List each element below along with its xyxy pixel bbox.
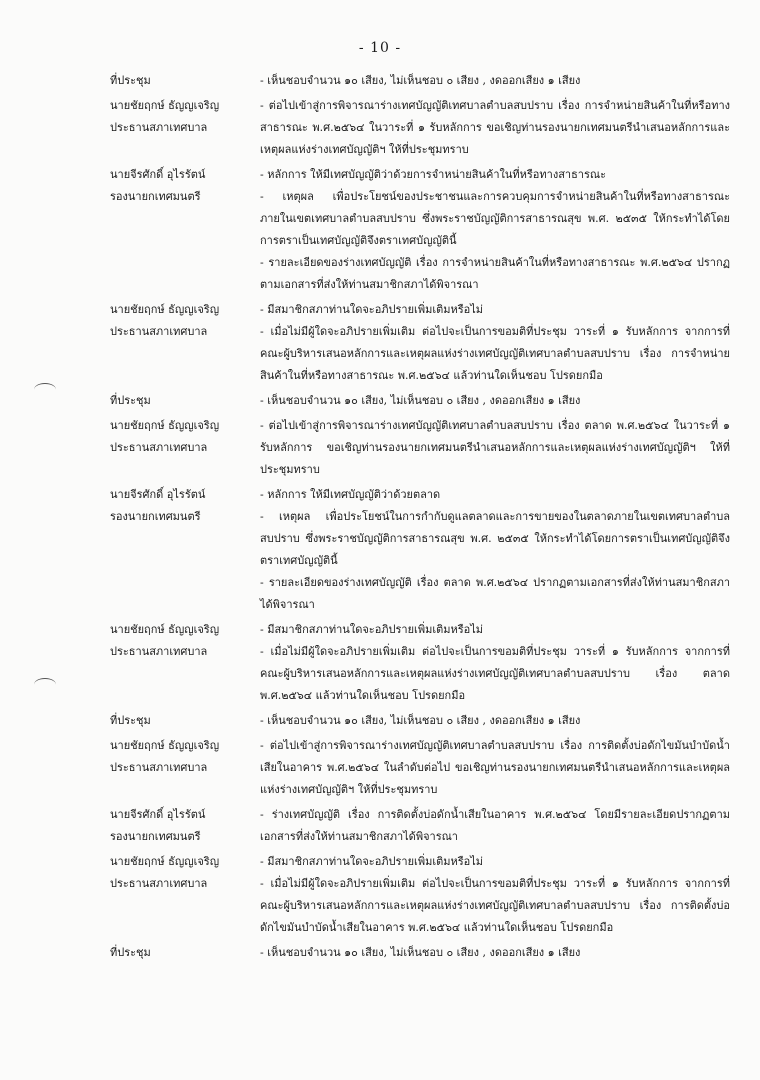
speaker-role: ประธานสภาเทศบาล [110, 645, 208, 658]
speech-paragraph: - รายละเอียดของร่างเทศบัญญัติ เรื่อง การจำหน่ายสินค้าในที่หรือทางสาธารณะ พ.ศ.๒๕๖๔ ปรากฏตามเอกสารที่ส่งให้ท่านสมาชิกสภาได้พิจารณา [260, 256, 730, 291]
speaker-role: ประธานสภาเทศบาล [110, 441, 208, 454]
minutes-entry [110, 95, 730, 161]
speaker-name: นายชัยฤกษ์ ธัญญเจริญ [110, 739, 220, 752]
minutes-entry [110, 851, 730, 939]
speaker-name: นายชัยฤกษ์ ธัญญเจริญ [110, 99, 220, 112]
speech-paragraph: - ต่อไปเข้าสู่การพิจารณาร่างเทศบัญญัติเทศบาลตำบลสบปราบ เรื่อง การจำหน่ายสินค้าในที่หรือทางสาธารณะ พ.ศ.๒๕๖๔ ในวาระที่ ๑ รับหลักการ ขอเชิญท่านรองนายกเทศมนตรีนำเสนอหลักการและเหตุผลแห่งร่างเทศบัญญัติฯ ให้ที่ประชุมทราบ [260, 99, 730, 156]
speaker-name: ที่ประชุม [110, 714, 151, 727]
speech-text [260, 164, 730, 296]
minutes-entry [110, 619, 730, 707]
speech-paragraph: - เหตุผล เพื่อประโยชน์ของประชาชนและการควบคุมการจำหน่ายสินค้าในที่หรือทางสาธารณะภายในเขตเทศบาลตำบลสบปราบ ซึ่งพระราชบัญญัติการสาธารณสุข พ.ศ. ๒๕๓๕ ให้กระทำได้โดยการตราเป็นเทศบัญญัติจึงตราเทศบัญญัตินี้ [260, 190, 730, 247]
margin-pen-mark [34, 678, 56, 691]
speech-text [260, 390, 730, 412]
speaker-role: รองนายกเทศมนตรี [110, 830, 201, 843]
speech-paragraph: - เมื่อไม่มีผู้ใดจะอภิปรายเพิ่มเติม ต่อไปจะเป็นการขอมติที่ประชุม วาระที่ ๑ รับหลักการ จากการที่คณะผู้บริหารเสนอหลักการและเหตุผลแห่งร่างเทศบัญญัติเทศบาลตำบลสบปราบ เรื่อง ตลาด พ.ศ.๒๕๖๔ แล้วท่านใดเห็นชอบ โปรดยกมือ [260, 645, 730, 702]
speaker-name: นายชัยฤกษ์ ธัญญเจริญ [110, 303, 220, 316]
speech-paragraph: - หลักการ ให้มีเทศบัญญัติว่าด้วยการจำหน่ายสินค้าในที่หรือทางสาธารณะ [260, 168, 607, 181]
page-number: - 10 - [358, 40, 402, 56]
speaker-column [110, 70, 260, 92]
speech-text [260, 299, 730, 387]
minutes-entry [110, 710, 730, 732]
speech-text [260, 804, 730, 848]
speaker-column [110, 851, 260, 939]
speech-text [260, 735, 730, 801]
speech-text [260, 70, 730, 92]
speech-paragraph: - ต่อไปเข้าสู่การพิจารณาร่างเทศบัญญัติเทศบาลตำบลสบปราบ เรื่อง การติดตั้งบ่อดักไขมันบำบัดน้ำเสียในอาคาร พ.ศ.๒๕๖๔ ในลำดับต่อไป ขอเชิญท่านรองนายกเทศมนตรีนำเสนอหลักการและเหตุผลแห่งร่างเทศบัญญัติฯ ให้ที่ประชุมทราบ [260, 739, 730, 796]
speaker-column [110, 619, 260, 707]
speaker-column [110, 415, 260, 481]
speech-paragraph: - ร่างเทศบัญญัติ เรื่อง การติดตั้งบ่อดักน้ำเสียในอาคาร พ.ศ.๒๕๖๔ โดยมีรายละเอียดปรากฏตามเอกสารที่ส่งให้ท่านสมาชิกสภาได้พิจารณา [260, 808, 730, 843]
speaker-role: ประธานสภาเทศบาล [110, 761, 208, 774]
margin-pen-mark [34, 383, 56, 396]
speaker-column [110, 735, 260, 801]
minutes-entry [110, 942, 730, 964]
speech-paragraph: - เห็นชอบจำนวน ๑๐ เสียง, ไม่เห็นชอบ ๐ เสียง , งดออกเสียง ๑ เสียง [260, 74, 581, 87]
speaker-column [110, 484, 260, 616]
speaker-name: นายชัยฤกษ์ ธัญญเจริญ [110, 855, 220, 868]
speaker-role: ประธานสภาเทศบาล [110, 877, 208, 890]
speech-paragraph: - หลักการ ให้มีเทศบัญญัติว่าด้วยตลาด [260, 488, 441, 501]
speech-paragraph: - เห็นชอบจำนวน ๑๐ เสียง, ไม่เห็นชอบ ๐ เสียง , งดออกเสียง ๑ เสียง [260, 714, 581, 727]
speaker-name: ที่ประชุม [110, 74, 151, 87]
speech-text [260, 619, 730, 707]
speech-text [260, 942, 730, 964]
speaker-name: นายจีรศักดิ์ อุไรรัตน์ [110, 168, 206, 181]
speech-paragraph: - เหตุผล เพื่อประโยชน์ในการกำกับดูแลตลาดและการขายของในตลาดภายในเขตเทศบาลตำบลสบปราบ ซึ่งพระราชบัญญัติการสาธารณสุข พ.ศ. ๒๕๓๕ ให้กระทำได้โดยการตราเป็นเทศบัญญัติจึงตราเทศบัญญัตินี้ [260, 510, 730, 567]
speech-paragraph: - ต่อไปเข้าสู่การพิจารณาร่างเทศบัญญัติเทศบาลตำบลสบปราบ เรื่อง ตลาด พ.ศ.๒๕๖๔ ในวาระที่ ๑ รับหลักการ ขอเชิญท่านรองนายกเทศมนตรีนำเสนอหลักการและเหตุผลแห่งร่างเทศบัญญัติฯ ให้ที่ประชุมทราบ [260, 419, 730, 476]
minutes-entry [110, 735, 730, 801]
speech-paragraph: - มีสมาชิกสภาท่านใดจะอภิปรายเพิ่มเติมหรือไม่ [260, 855, 484, 868]
speech-text [260, 415, 730, 481]
speaker-column [110, 942, 260, 964]
meeting-minutes [110, 70, 730, 967]
speaker-name: ที่ประชุม [110, 394, 151, 407]
speech-text [260, 484, 730, 616]
speech-paragraph: - รายละเอียดของร่างเทศบัญญัติ เรื่อง ตลาด พ.ศ.๒๕๖๔ ปรากฏตามเอกสารที่ส่งให้ท่านสมาชิกสภาได้พิจารณา [260, 576, 730, 611]
minutes-entry [110, 804, 730, 848]
speech-paragraph: - มีสมาชิกสภาท่านใดจะอภิปรายเพิ่มเติมหรือไม่ [260, 303, 484, 316]
speaker-column [110, 299, 260, 387]
minutes-entry [110, 70, 730, 92]
speaker-name: ที่ประชุม [110, 946, 151, 959]
minutes-entry [110, 299, 730, 387]
speaker-role: รองนายกเทศมนตรี [110, 510, 201, 523]
speech-text [260, 95, 730, 161]
speaker-column [110, 804, 260, 848]
speaker-column [110, 710, 260, 732]
speech-paragraph: - เมื่อไม่มีผู้ใดจะอภิปรายเพิ่มเติม ต่อไปจะเป็นการขอมติที่ประชุม วาระที่ ๑ รับหลักการ จากการที่คณะผู้บริหารเสนอหลักการและเหตุผลแห่งร่างเทศบัญญัติเทศบาลตำบลสบปราบ เรื่อง การติดตั้งบ่อดักไขมันบำบัดน้ำเสียในอาคาร พ.ศ.๒๕๖๔ แล้วท่านใดเห็นชอบ โปรดยกมือ [260, 877, 730, 934]
speech-text [260, 851, 730, 939]
speech-paragraph: - เมื่อไม่มีผู้ใดจะอภิปรายเพิ่มเติม ต่อไปจะเป็นการขอมติที่ประชุม วาระที่ ๑ รับหลักการ จากการที่คณะผู้บริหารเสนอหลักการและเหตุผลแห่งร่างเทศบัญญัติเทศบาลตำบลสบปราบ เรื่อง การจำหน่ายสินค้าในที่หรือทางสาธารณะ พ.ศ.๒๕๖๔ แล้วท่านใดเห็นชอบ โปรดยกมือ [260, 325, 730, 382]
speech-text [260, 710, 730, 732]
speaker-role: รองนายกเทศมนตรี [110, 190, 201, 203]
minutes-entry [110, 164, 730, 296]
minutes-entry [110, 415, 730, 481]
speaker-name: นายจีรศักดิ์ อุไรรัตน์ [110, 808, 206, 821]
minutes-entry [110, 390, 730, 412]
speaker-name: นายจีรศักดิ์ อุไรรัตน์ [110, 488, 206, 501]
speaker-role: ประธานสภาเทศบาล [110, 325, 208, 338]
minutes-entry [110, 484, 730, 616]
speaker-column [110, 390, 260, 412]
speech-paragraph: - มีสมาชิกสภาท่านใดจะอภิปรายเพิ่มเติมหรือไม่ [260, 623, 484, 636]
speaker-column [110, 95, 260, 161]
speaker-name: นายชัยฤกษ์ ธัญญเจริญ [110, 419, 220, 432]
speech-paragraph: - เห็นชอบจำนวน ๑๐ เสียง, ไม่เห็นชอบ ๐ เสียง , งดออกเสียง ๑ เสียง [260, 946, 581, 959]
speaker-column [110, 164, 260, 296]
speaker-role: ประธานสภาเทศบาล [110, 121, 208, 134]
speaker-name: นายชัยฤกษ์ ธัญญเจริญ [110, 623, 220, 636]
speech-paragraph: - เห็นชอบจำนวน ๑๐ เสียง, ไม่เห็นชอบ ๐ เสียง , งดออกเสียง ๑ เสียง [260, 394, 581, 407]
